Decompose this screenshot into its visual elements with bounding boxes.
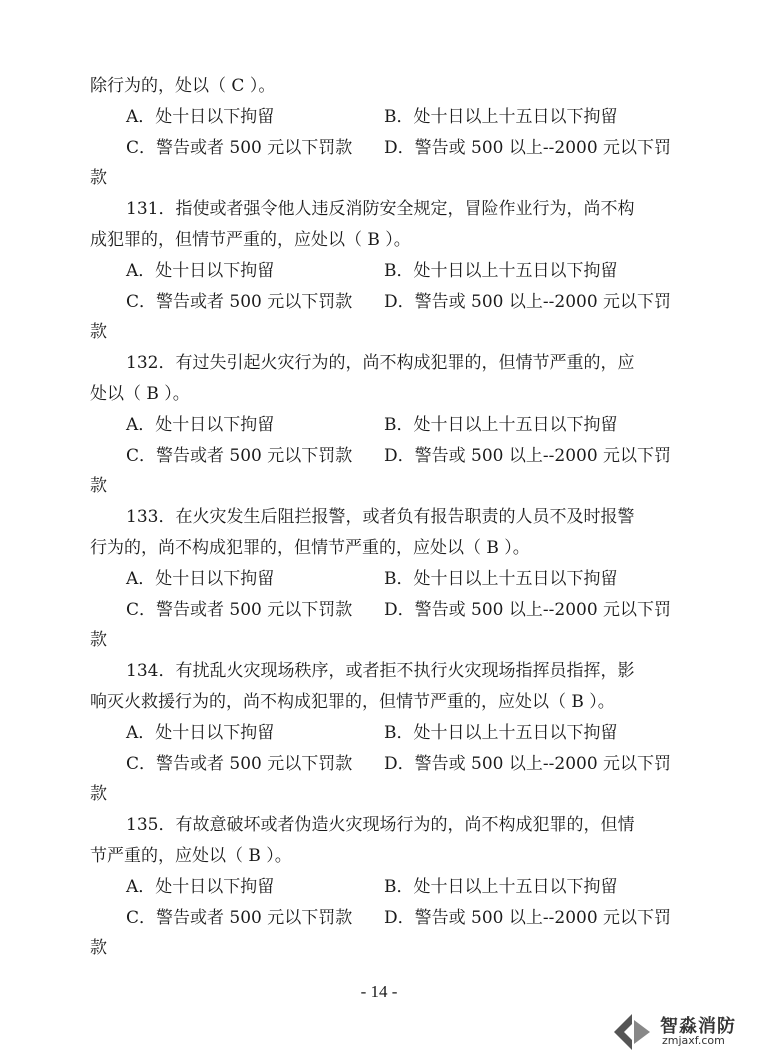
logo-mark-icon [610, 1010, 656, 1052]
option-row [90, 597, 680, 623]
option-left: C．警告或者 500 元以下罚款 [126, 291, 353, 312]
question-start-line [90, 504, 680, 530]
watermark-logo [610, 1010, 750, 1052]
option-right: B．处十日以上十五日以下拘留 [384, 414, 618, 435]
question-start-line [90, 812, 680, 838]
text-line: 款 [90, 784, 107, 805]
option-left: A．处十日以下拘留 [126, 876, 275, 897]
option-row [90, 720, 680, 746]
option-left: C．警告或者 500 元以下罚款 [126, 137, 353, 158]
question-text: 135．有故意破坏或者伪造火灾现场行为的，尚不构成犯罪的，但情 [126, 815, 635, 836]
option-left: C．警告或者 500 元以下罚款 [126, 599, 353, 620]
option-left: A．处十日以下拘留 [126, 260, 275, 281]
text-line: 款 [90, 938, 107, 959]
page-number: - 14 - [360, 982, 398, 1001]
question-start-line [90, 658, 680, 684]
text-line: 处以（ B ）。 [90, 384, 190, 404]
option-left: C．警告或者 500 元以下罚款 [126, 907, 353, 928]
option-right: D．警告或 500 以上--2000 元以下罚 [384, 137, 672, 158]
text-line: 成犯罪的，但情节严重的，应处以（ B ）。 [90, 230, 411, 250]
question-start-line [90, 350, 680, 376]
text-line: 行为的，尚不构成犯罪的，但情节严重的，应处以（ B ）。 [90, 538, 530, 558]
text-line: 节严重的，应处以（ B ）。 [90, 846, 292, 866]
logo-name: 智淼消防 [660, 1016, 736, 1037]
option-right: B．处十日以上十五日以下拘留 [384, 722, 618, 743]
option-left: A．处十日以下拘留 [126, 414, 275, 435]
option-row [90, 443, 680, 469]
text-line: 响灭火救援行为的，尚不构成犯罪的，但情节严重的，应处以（ B ）。 [90, 692, 615, 712]
option-left: A．处十日以下拘留 [126, 106, 275, 127]
question-text: 133．在火灾发生后阻拦报警，或者负有报告职责的人员不及时报警 [126, 507, 635, 528]
option-row [90, 566, 680, 592]
option-row [90, 751, 680, 777]
option-row [90, 874, 680, 900]
option-right: B．处十日以上十五日以下拘留 [384, 568, 618, 589]
text-line: 款 [90, 322, 107, 343]
question-start-line [90, 196, 680, 222]
option-left: C．警告或者 500 元以下罚款 [126, 445, 353, 466]
option-row [90, 905, 680, 931]
question-text: 134．有扰乱火灾现场秩序，或者拒不执行火灾现场指挥员指挥，影 [126, 661, 635, 682]
option-right: D．警告或 500 以上--2000 元以下罚 [384, 907, 672, 928]
option-row [90, 104, 680, 130]
option-right: D．警告或 500 以上--2000 元以下罚 [384, 753, 672, 774]
option-right: D．警告或 500 以上--2000 元以下罚 [384, 291, 672, 312]
option-left: C．警告或者 500 元以下罚款 [126, 753, 353, 774]
logo-domain: zmjaxf.com [662, 1034, 725, 1047]
option-right: D．警告或 500 以上--2000 元以下罚 [384, 445, 672, 466]
option-row [90, 135, 680, 161]
text-line: 除行为的，处以（ C ）。 [90, 76, 276, 96]
text-line: 款 [90, 476, 107, 497]
question-text: 132．有过失引起火灾行为的，尚不构成犯罪的，但情节严重的，应 [126, 353, 635, 374]
option-left: A．处十日以下拘留 [126, 568, 275, 589]
option-row [90, 412, 680, 438]
text-line: 款 [90, 630, 107, 651]
option-left: A．处十日以下拘留 [126, 722, 275, 743]
text-line: 款 [90, 168, 107, 189]
option-row [90, 258, 680, 284]
question-text: 131．指使或者强令他人违反消防安全规定，冒险作业行为，尚不构 [126, 199, 635, 220]
option-row [90, 289, 680, 315]
option-right: D．警告或 500 以上--2000 元以下罚 [384, 599, 672, 620]
option-right: B．处十日以上十五日以下拘留 [384, 260, 618, 281]
option-right: B．处十日以上十五日以下拘留 [384, 106, 618, 127]
option-right: B．处十日以上十五日以下拘留 [384, 876, 618, 897]
